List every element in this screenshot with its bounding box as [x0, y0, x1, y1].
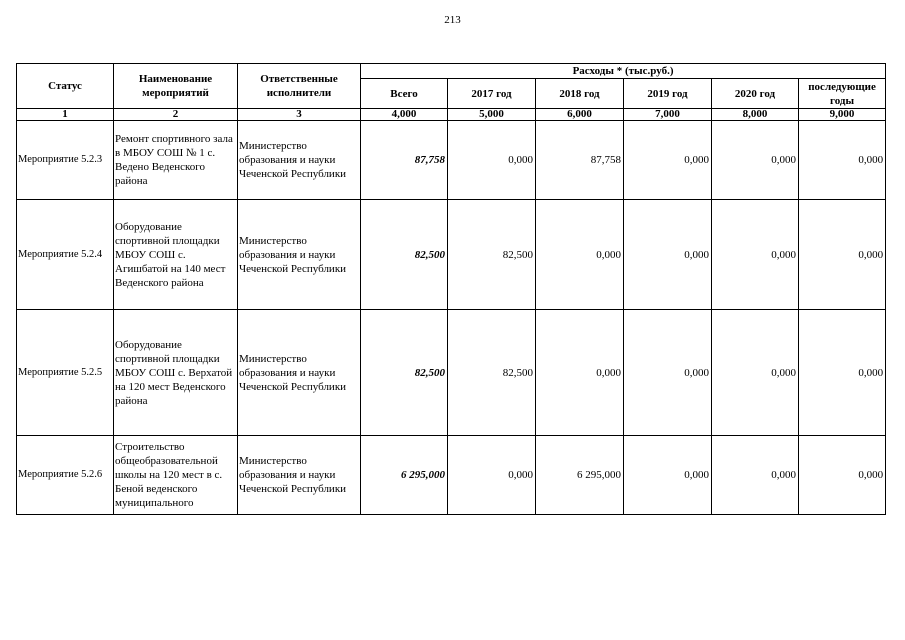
- row-2019: 0,000: [624, 121, 712, 200]
- row-later: 0,000: [799, 436, 886, 515]
- header-2020: 2020 год: [712, 79, 799, 109]
- table-row: [17, 310, 886, 436]
- table-row: [17, 436, 886, 515]
- column-number: 7,000: [624, 109, 712, 121]
- row-total: 82,500: [361, 310, 448, 436]
- column-number: 5,000: [448, 109, 536, 121]
- row-name: Ремонт спортивного зала в МБОУ СОШ № 1 с. Ведено Веденского района: [114, 121, 238, 200]
- header-total: Всего: [361, 79, 448, 109]
- row-name: Строительство общеобразовательной школы на 120 мест в с. Беной веденского муниципального: [114, 436, 238, 515]
- row-status: Мероприятие 5.2.5: [17, 310, 114, 436]
- column-number: 8,000: [712, 109, 799, 121]
- column-number: 1: [17, 109, 114, 121]
- row-2019: 0,000: [624, 436, 712, 515]
- row-status: Мероприятие 5.2.4: [17, 200, 114, 310]
- row-total: 6 295,000: [361, 436, 448, 515]
- header-2017: 2017 год: [448, 79, 536, 109]
- table-row: [17, 121, 886, 200]
- header-later: последующие годы: [799, 79, 886, 109]
- row-later: 0,000: [799, 200, 886, 310]
- row-executor: Министерство образования и науки Чеченской Республики: [238, 200, 361, 310]
- row-executor: Министерство образования и науки Чеченской Республики: [238, 310, 361, 436]
- header-status: Статус: [17, 64, 114, 109]
- page-number: 213: [444, 14, 461, 26]
- header-name: Наименование мероприятий: [114, 64, 238, 109]
- expenses-table: [16, 63, 886, 515]
- row-executor: Министерство образования и науки Чеченской Республики: [238, 436, 361, 515]
- row-status: Мероприятие 5.2.3: [17, 121, 114, 200]
- row-2018: 0,000: [536, 310, 624, 436]
- header-expenses: Расходы * (тыс.руб.): [361, 64, 886, 79]
- row-status: Мероприятие 5.2.6: [17, 436, 114, 515]
- column-number: 2: [114, 109, 238, 121]
- row-2017: 82,500: [448, 200, 536, 310]
- column-number: 3: [238, 109, 361, 121]
- row-2018: 6 295,000: [536, 436, 624, 515]
- row-2020: 0,000: [712, 310, 799, 436]
- row-later: 0,000: [799, 121, 886, 200]
- row-executor: Министерство образования и науки Чеченской Республики: [238, 121, 361, 200]
- column-number: 9,000: [799, 109, 886, 121]
- row-total: 87,758: [361, 121, 448, 200]
- row-name: Оборудование спортивной площадки МБОУ СОШ с. Агишбатой на 140 мест Веденского района: [114, 200, 238, 310]
- header-2018: 2018 год: [536, 79, 624, 109]
- row-2018: 0,000: [536, 200, 624, 310]
- row-2017: 0,000: [448, 121, 536, 200]
- row-name: Оборудование спортивной площадки МБОУ СОШ с. Верхатой на 120 мест Веденского района: [114, 310, 238, 436]
- row-later: 0,000: [799, 310, 886, 436]
- row-2020: 0,000: [712, 436, 799, 515]
- row-2019: 0,000: [624, 200, 712, 310]
- row-2019: 0,000: [624, 310, 712, 436]
- row-2017: 82,500: [448, 310, 536, 436]
- column-number: 6,000: [536, 109, 624, 121]
- header-2019: 2019 год: [624, 79, 712, 109]
- row-total: 82,500: [361, 200, 448, 310]
- table-row: [17, 200, 886, 310]
- row-2020: 0,000: [712, 200, 799, 310]
- header-executors: Ответственные исполнители: [238, 64, 361, 109]
- row-2017: 0,000: [448, 436, 536, 515]
- row-2018: 87,758: [536, 121, 624, 200]
- row-2020: 0,000: [712, 121, 799, 200]
- column-number: 4,000: [361, 109, 448, 121]
